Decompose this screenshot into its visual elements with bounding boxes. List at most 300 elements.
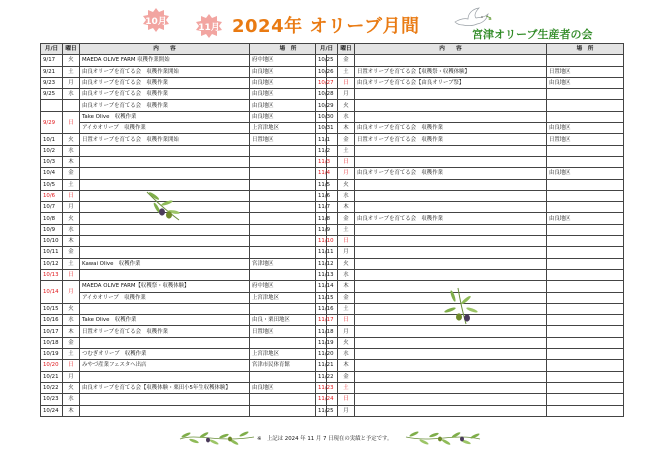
- content-cell: [355, 89, 547, 100]
- content-cell: [355, 145, 547, 156]
- table-row: [41, 258, 327, 269]
- date-cell: 10/10: [41, 236, 63, 247]
- weekday-cell: 日: [63, 269, 80, 280]
- weekday-cell: 月: [338, 326, 355, 337]
- table-row: [41, 145, 327, 156]
- content-cell: 日置オリーブを育てる会 収穫作業開始: [80, 134, 250, 145]
- table-row: [316, 89, 624, 100]
- date-cell: 11/24: [316, 394, 338, 405]
- weekday-cell: 日: [63, 190, 80, 201]
- date-cell: 10/30: [316, 111, 338, 122]
- date-cell: 11/12: [316, 258, 338, 269]
- table-row: [316, 236, 624, 247]
- badge-label: 11月: [198, 22, 220, 33]
- weekday-cell: 日: [338, 394, 355, 405]
- place-cell: 上宮津地区: [250, 349, 327, 360]
- date-cell: 11/13: [316, 269, 338, 280]
- place-cell: 宮津市民体育館: [250, 360, 327, 371]
- date-cell: [41, 100, 63, 111]
- weekday-cell: 土: [338, 303, 355, 314]
- weekday-cell: 火: [63, 213, 80, 224]
- weekday-cell: 木: [63, 236, 80, 247]
- place-cell: [547, 156, 624, 167]
- weekday-cell: 土: [63, 258, 80, 269]
- content-cell: [80, 156, 250, 167]
- date-cell: 10/15: [41, 303, 63, 314]
- table-row: [41, 123, 327, 134]
- weekday-cell: 水: [338, 111, 355, 122]
- place-cell: [547, 145, 624, 156]
- content-cell: 由良オリーブを育てる会【収穫体験・栗田小5年生収穫体験】: [80, 382, 250, 393]
- content-cell: [80, 337, 250, 348]
- table-row: [316, 405, 624, 416]
- weekday-cell: 水: [338, 190, 355, 201]
- date-cell: 11/21: [316, 360, 338, 371]
- weekday-cell: 土: [338, 66, 355, 77]
- content-cell: [355, 156, 547, 167]
- weekday-cell: 水: [63, 394, 80, 405]
- date-cell: 10/11: [41, 247, 63, 258]
- date-cell: 9/17: [41, 55, 63, 66]
- place-cell: 由良地区: [547, 213, 624, 224]
- badge-label: 10月: [145, 16, 167, 27]
- column-header-weekday: 曜日: [338, 44, 355, 55]
- date-cell: 10/14: [41, 281, 63, 304]
- weekday-cell: 水: [63, 315, 80, 326]
- content-cell: 由良オリーブを育てる会【由良オリーブ祭】: [355, 77, 547, 88]
- date-cell: 11/25: [316, 405, 338, 416]
- table-row: [41, 77, 327, 88]
- date-cell: 10/23: [41, 394, 63, 405]
- table-header-row: [316, 44, 624, 55]
- weekday-cell: 月: [338, 247, 355, 258]
- place-cell: [547, 190, 624, 201]
- place-cell: 由良地区: [250, 382, 327, 393]
- weekday-cell: 木: [338, 202, 355, 213]
- table-row: [41, 382, 327, 393]
- date-cell: 10/26: [316, 66, 338, 77]
- weekday-cell: 木: [338, 123, 355, 134]
- table-row: [316, 66, 624, 77]
- column-header-place: 場 所: [250, 44, 327, 55]
- date-cell: 10/19: [41, 349, 63, 360]
- weekday-cell: 金: [338, 213, 355, 224]
- weekday-cell: 水: [63, 89, 80, 100]
- place-cell: 府中地区: [250, 55, 327, 66]
- weekday-cell: 火: [338, 337, 355, 348]
- weekday-cell: 日: [338, 156, 355, 167]
- weekday-cell: 火: [63, 382, 80, 393]
- content-cell: [355, 371, 547, 382]
- table-row: [41, 269, 327, 280]
- content-cell: [355, 55, 547, 66]
- date-cell: 10/5: [41, 179, 63, 190]
- content-cell: 由良オリーブを育てる会 収穫作業: [80, 100, 250, 111]
- content-cell: 由良オリーブを育てる会 収穫作業: [355, 123, 547, 134]
- date-cell: 10/9: [41, 224, 63, 235]
- weekday-cell: 月: [63, 202, 80, 213]
- content-cell: Take Olive 収穫作業: [80, 315, 250, 326]
- weekday-cell: 金: [63, 247, 80, 258]
- date-cell: 10/2: [41, 145, 63, 156]
- table-row: [41, 303, 327, 314]
- content-cell: [355, 247, 547, 258]
- place-cell: 由良地区: [250, 111, 327, 122]
- place-cell: [547, 326, 624, 337]
- place-cell: 由良地区: [547, 77, 624, 88]
- table-row: [316, 156, 624, 167]
- column-header-weekday: 曜日: [63, 44, 80, 55]
- place-cell: 由良・栗田地区: [250, 315, 327, 326]
- place-cell: [547, 382, 624, 393]
- date-cell: 10/1: [41, 134, 63, 145]
- table-row: [316, 326, 624, 337]
- date-cell: 11/20: [316, 349, 338, 360]
- place-cell: 由良地区: [250, 100, 327, 111]
- content-cell: MAEDA OLIVE FARM 収穫作業開始: [80, 55, 250, 66]
- date-cell: 11/8: [316, 213, 338, 224]
- date-cell: 11/18: [316, 326, 338, 337]
- date-cell: 10/22: [41, 382, 63, 393]
- date-cell: 11/4: [316, 168, 338, 179]
- place-cell: [547, 89, 624, 100]
- content-cell: 由良オリーブを育てる会 収穫作業: [80, 89, 250, 100]
- place-cell: 由良地区: [547, 168, 624, 179]
- table-row: [41, 281, 327, 292]
- weekday-cell: 月: [338, 405, 355, 416]
- content-cell: [355, 202, 547, 213]
- table-row: [41, 55, 327, 66]
- date-cell: 11/9: [316, 224, 338, 235]
- weekday-cell: 水: [338, 269, 355, 280]
- place-cell: 上宮津地区: [250, 123, 327, 134]
- content-cell: [355, 111, 547, 122]
- table-row: [41, 66, 327, 77]
- date-cell: 11/17: [316, 315, 338, 326]
- date-cell: 10/21: [41, 371, 63, 382]
- weekday-cell: 金: [63, 168, 80, 179]
- place-cell: [547, 303, 624, 314]
- content-cell: [80, 371, 250, 382]
- date-cell: 10/17: [41, 326, 63, 337]
- weekday-cell: 土: [63, 179, 80, 190]
- date-cell: 9/25: [41, 89, 63, 100]
- content-cell: つむぎオリーブ 収穫作業: [80, 349, 250, 360]
- table-row: [41, 190, 327, 201]
- table-row: [41, 326, 327, 337]
- table-row: [316, 360, 624, 371]
- date-cell: 11/2: [316, 145, 338, 156]
- content-cell: [355, 224, 547, 235]
- organization-name: 宮津オリーブ生産者の会: [472, 28, 593, 41]
- content-cell: [355, 236, 547, 247]
- table-row: [316, 202, 624, 213]
- table-row: [316, 77, 624, 88]
- date-cell: 9/29: [41, 111, 63, 134]
- date-cell: 10/28: [316, 89, 338, 100]
- table-row: [41, 224, 327, 235]
- date-cell: 10/8: [41, 213, 63, 224]
- weekday-cell: 土: [338, 224, 355, 235]
- place-cell: [547, 258, 624, 269]
- table-row: [41, 202, 327, 213]
- date-cell: 11/5: [316, 179, 338, 190]
- weekday-cell: 火: [63, 303, 80, 314]
- date-cell: 11/14: [316, 281, 338, 292]
- date-cell: 10/12: [41, 258, 63, 269]
- date-cell: 10/27: [316, 77, 338, 88]
- date-cell: 10/13: [41, 269, 63, 280]
- content-cell: [80, 145, 250, 156]
- table-row: [316, 224, 624, 235]
- weekday-cell: 火: [63, 134, 80, 145]
- place-cell: [547, 337, 624, 348]
- content-cell: [355, 190, 547, 201]
- content-cell: 日置オリーブを育てる会【収穫祭・収穫体験】: [355, 66, 547, 77]
- weekday-cell: 月: [63, 281, 80, 304]
- weekday-cell: 水: [338, 349, 355, 360]
- schedule-table-left: [40, 43, 327, 417]
- column-header-place: 場 所: [547, 44, 624, 55]
- table-row: [41, 168, 327, 179]
- content-cell: [355, 100, 547, 111]
- column-header-content: 内 容: [80, 44, 250, 55]
- content-cell: 日置オリーブを育てる会 収穫作業: [355, 134, 547, 145]
- month-badge-october: [141, 7, 171, 33]
- place-cell: [547, 292, 624, 303]
- date-cell: 9/23: [41, 77, 63, 88]
- table-row: [41, 179, 327, 190]
- content-cell: [355, 394, 547, 405]
- table-row: [41, 371, 327, 382]
- weekday-cell: 木: [338, 360, 355, 371]
- table-row: [41, 89, 327, 100]
- table-row: [41, 315, 327, 326]
- olive-garland-right-icon: [404, 427, 482, 447]
- content-cell: [80, 405, 250, 416]
- place-cell: [547, 281, 624, 292]
- content-cell: 由良オリーブを育てる会 収穫作業開始: [80, 66, 250, 77]
- date-cell: 11/19: [316, 337, 338, 348]
- place-cell: 日置地区: [250, 134, 327, 145]
- date-cell: 10/25: [316, 55, 338, 66]
- content-cell: [355, 360, 547, 371]
- content-cell: アイカオリーブ 収穫作業: [80, 123, 250, 134]
- content-cell: [80, 236, 250, 247]
- table-row: [316, 247, 624, 258]
- content-cell: [355, 269, 547, 280]
- date-cell: 10/20: [41, 360, 63, 371]
- table-row: [316, 55, 624, 66]
- table-row: [316, 168, 624, 179]
- table-row: [41, 111, 327, 122]
- date-cell: 10/18: [41, 337, 63, 348]
- weekday-cell: 水: [63, 224, 80, 235]
- content-cell: [355, 179, 547, 190]
- table-row: [41, 247, 327, 258]
- content-cell: 日置オリーブを育てる会 収穫作業: [80, 326, 250, 337]
- place-cell: [547, 360, 624, 371]
- content-cell: Kawai Olive 収穫作業: [80, 258, 250, 269]
- weekday-cell: 火: [63, 55, 80, 66]
- date-cell: 10/29: [316, 100, 338, 111]
- weekday-cell: 土: [63, 66, 80, 77]
- date-cell: 11/11: [316, 247, 338, 258]
- table-row: [316, 258, 624, 269]
- place-cell: [547, 405, 624, 416]
- content-cell: 由良オリーブを育てる会 収穫作業: [355, 168, 547, 179]
- table-row: [316, 179, 624, 190]
- table-row: [316, 123, 624, 134]
- date-cell: 10/3: [41, 156, 63, 167]
- table-row: [316, 111, 624, 122]
- content-cell: [355, 337, 547, 348]
- weekday-cell: 土: [63, 349, 80, 360]
- place-cell: [547, 111, 624, 122]
- content-cell: [355, 382, 547, 393]
- column-header-date: 月/日: [316, 44, 338, 55]
- table-row: [41, 394, 327, 405]
- weekday-cell: 土: [338, 145, 355, 156]
- date-cell: 9/21: [41, 66, 63, 77]
- date-cell: 11/16: [316, 303, 338, 314]
- place-cell: [547, 315, 624, 326]
- content-cell: 由良オリーブを育てる会 収穫作業: [80, 77, 250, 88]
- weekday-cell: 月: [338, 89, 355, 100]
- place-cell: [547, 371, 624, 382]
- place-cell: 由良地区: [250, 66, 327, 77]
- weekday-cell: 木: [63, 156, 80, 167]
- table-row: [316, 213, 624, 224]
- weekday-cell: 日: [338, 236, 355, 247]
- table-row: [41, 292, 327, 303]
- content-cell: [355, 349, 547, 360]
- place-cell: [547, 394, 624, 405]
- column-header-date: 月/日: [41, 44, 63, 55]
- place-cell: 日置地区: [547, 66, 624, 77]
- date-cell: 11/23: [316, 382, 338, 393]
- table-row: [41, 134, 327, 145]
- place-cell: 由良地区: [547, 123, 624, 134]
- date-cell: 11/10: [316, 236, 338, 247]
- table-row: [316, 337, 624, 348]
- content-cell: [355, 258, 547, 269]
- content-cell: 由良オリーブを育てる会 収穫作業: [355, 213, 547, 224]
- content-cell: [80, 224, 250, 235]
- weekday-cell: 木: [63, 326, 80, 337]
- date-cell: 10/6: [41, 190, 63, 201]
- content-cell: みやづ産業フェスタへ出店: [80, 360, 250, 371]
- date-cell: 10/7: [41, 202, 63, 213]
- weekday-cell: [63, 100, 80, 111]
- place-cell: 日置地区: [250, 326, 327, 337]
- place-cell: [547, 202, 624, 213]
- content-cell: [80, 247, 250, 258]
- table-row: [41, 337, 327, 348]
- weekday-cell: 火: [338, 100, 355, 111]
- content-cell: [80, 303, 250, 314]
- weekday-cell: 日: [63, 111, 80, 134]
- weekday-cell: 金: [338, 134, 355, 145]
- table-row: [41, 213, 327, 224]
- place-cell: 宮津地区: [250, 258, 327, 269]
- weekday-cell: 木: [63, 405, 80, 416]
- weekday-cell: 金: [338, 292, 355, 303]
- place-cell: [547, 349, 624, 360]
- weekday-cell: 月: [338, 168, 355, 179]
- content-cell: アイカオリーブ 収穫作業: [80, 292, 250, 303]
- date-cell: 11/3: [316, 156, 338, 167]
- weekday-cell: 金: [338, 371, 355, 382]
- schedule-table-right: [315, 43, 624, 417]
- place-cell: 由良地区: [250, 89, 327, 100]
- month-badge-november: [194, 13, 224, 39]
- date-cell: 11/7: [316, 202, 338, 213]
- page-header: [0, 0, 650, 42]
- weekday-cell: 日: [63, 360, 80, 371]
- table-row: [316, 269, 624, 280]
- place-cell: [547, 269, 624, 280]
- date-cell: 10/16: [41, 315, 63, 326]
- table-row: [316, 190, 624, 201]
- weekday-cell: 日: [338, 77, 355, 88]
- weekday-cell: 月: [63, 371, 80, 382]
- place-cell: [547, 247, 624, 258]
- date-cell: 11/1: [316, 134, 338, 145]
- table-row: [41, 156, 327, 167]
- weekday-cell: 金: [338, 55, 355, 66]
- table-row: [316, 145, 624, 156]
- table-row: [316, 349, 624, 360]
- content-cell: [80, 394, 250, 405]
- table-row: [41, 360, 327, 371]
- table-row: [316, 100, 624, 111]
- page-title: 2024年 オリーブ月間: [232, 16, 420, 37]
- place-cell: [547, 224, 624, 235]
- weekday-cell: 火: [338, 179, 355, 190]
- table-row: [41, 405, 327, 416]
- table-row: [316, 371, 624, 382]
- table-header-row: [41, 44, 327, 55]
- table-row: [316, 382, 624, 393]
- place-cell: [547, 100, 624, 111]
- place-cell: 府中地区: [250, 281, 327, 292]
- olive-branch-icon: [143, 188, 183, 224]
- place-cell: [547, 179, 624, 190]
- olive-branch-icon: [440, 286, 480, 326]
- weekday-cell: 火: [338, 258, 355, 269]
- table-row: [41, 236, 327, 247]
- date-cell: 10/31: [316, 123, 338, 134]
- weekday-cell: 日: [338, 315, 355, 326]
- table-row: [316, 134, 624, 145]
- place-cell: 日置地区: [547, 134, 624, 145]
- content-cell: [355, 326, 547, 337]
- content-cell: [355, 405, 547, 416]
- content-cell: Take Olive 収穫作業: [80, 111, 250, 122]
- content-cell: [80, 269, 250, 280]
- weekday-cell: 土: [338, 382, 355, 393]
- table-row: [41, 349, 327, 360]
- column-header-content: 内 容: [355, 44, 547, 55]
- date-cell: 10/4: [41, 168, 63, 179]
- weekday-cell: 水: [63, 145, 80, 156]
- content-cell: MAEDA OLIVE FARM【収穫祭・収穫体験】: [80, 281, 250, 292]
- place-cell: [547, 55, 624, 66]
- place-cell: 由良地区: [250, 77, 327, 88]
- date-cell: 11/22: [316, 371, 338, 382]
- place-cell: [547, 236, 624, 247]
